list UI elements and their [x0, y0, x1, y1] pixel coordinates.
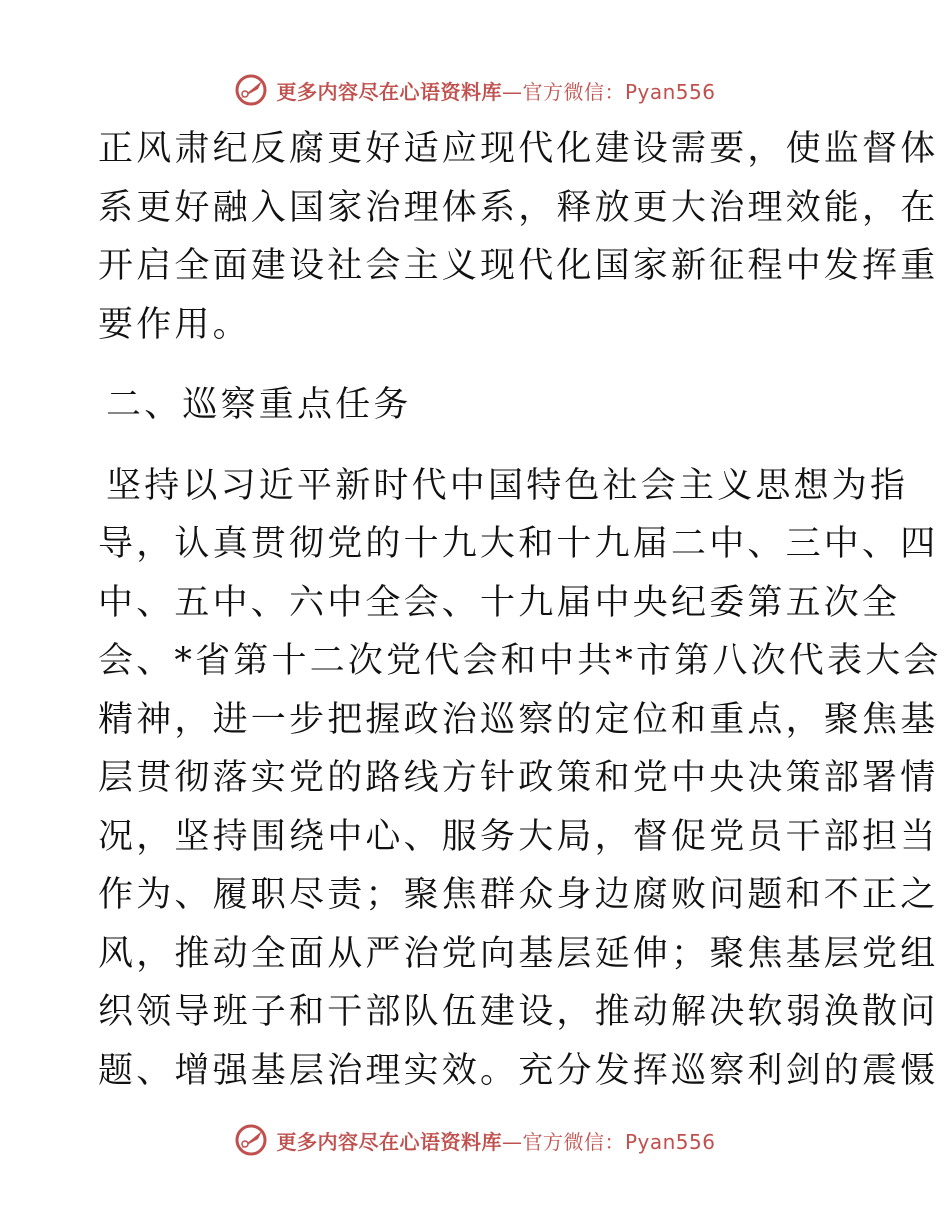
text-line: 精神，进一步把握政治巡察的定位和重点，聚焦基 — [98, 699, 939, 740]
text-line: 坚持以习近平新时代中国特色社会主义思想为指 — [106, 465, 909, 506]
watermark-text — [276, 76, 715, 105]
watermark-separator: — — [501, 1129, 523, 1154]
footer-watermark — [0, 1120, 950, 1160]
header-watermark — [0, 70, 950, 110]
text-line: 中、五中、六中全会、十九届中央纪委第五次全 — [98, 582, 901, 623]
text-line: 要作用。 — [98, 304, 251, 345]
text-line: 开启全面建设社会主义现代化国家新征程中发挥重 — [98, 246, 939, 286]
text-line: 况，坚持围绕中心、服务大局，督促党员干部担当 — [98, 816, 939, 857]
text-line: 作为、履职尽责；聚焦群众身边腐败问题和不正之 — [98, 875, 939, 915]
text-line: 导，认真贯彻党的十九大和十九届二中、三中、四 — [98, 524, 939, 564]
text-line: 风，推动全面从严治党向基层延伸；聚焦基层党组 — [98, 933, 939, 974]
document-body — [98, 120, 942, 1100]
quill-logo-icon — [234, 73, 268, 107]
text-line: 系更好融入国家治理体系，释放更大治理效能，在 — [98, 187, 939, 228]
watermark-brand: 更多内容尽在心语资料库 — [276, 79, 502, 104]
quill-logo-icon — [234, 1123, 268, 1157]
watermark-brand: 更多内容尽在心语资料库 — [276, 1129, 502, 1154]
text-line: 题、增强基层治理实效。充分发挥巡察利剑的震慑 — [98, 1050, 939, 1091]
watermark-contact: 官方微信：Pyan556 — [522, 79, 716, 104]
text-line: 织领导班子和干部队伍建设，推动解决软弱涣散问 — [98, 992, 939, 1032]
text-line: 会、*省第十二次党代会和中共*市第八次代表大会 — [98, 641, 942, 681]
text-line: 层贯彻落实党的路线方针政策和党中央决策部署情 — [98, 758, 939, 798]
paragraph-continued — [98, 120, 939, 354]
heading-text: 二、巡察重点任务 — [106, 385, 412, 425]
watermark-text — [276, 1126, 715, 1155]
watermark-separator: — — [501, 79, 523, 104]
text-line: 正风肃纪反腐更好适应现代化建设需要，使监督体 — [98, 129, 939, 169]
paragraph-tasks — [98, 457, 942, 1101]
watermark-contact: 官方微信：Pyan556 — [522, 1129, 716, 1154]
section-heading — [98, 376, 858, 435]
